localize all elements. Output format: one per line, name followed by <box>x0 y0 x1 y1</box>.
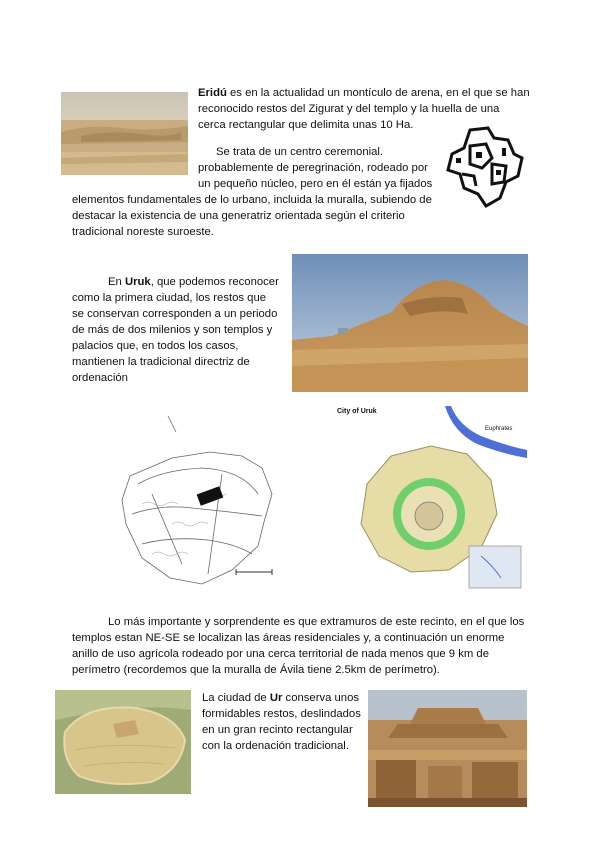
uruk-text: , que podemos reconocer como la primera ciudad, los restos que se conservan corresponden a un periodo de más de dos milenios y son templos y palacios que, en todos los casos, mantienen la tradicional directriz de ordenación <box>72 276 279 384</box>
eridu-p2-line-6: tradicional noreste suroeste. <box>72 226 214 238</box>
eridu-plan-diagram <box>442 124 527 210</box>
uruk-intro: En <box>108 276 125 288</box>
extramuros-paragraph <box>72 614 531 678</box>
eridu-para1-text: es en la actualidad un montículo de arena, en el que se han reconocido restos del Zigurat y del templo y la huella de una cerca rectangular que delimita unas 10 Ha. <box>198 87 530 131</box>
ur-aerial-rendering <box>55 690 191 794</box>
eridu-p2-line-5: destacar la existencia de una generatriz orientada según el criterio <box>72 210 405 222</box>
extramuros-text: Lo más importante y sorprendente es que extramuros de este recinto, en el que los templos estan NE-SE se localizan las áreas residenciales y, a continuación un enorme anillo de uso agrícola rodeado por una cerca territorial de nada menos que 9 km de perímetro (recordemos que la muralla de Ávila tiene 2.5km de perímetro). <box>72 616 525 676</box>
ur-ziggurat-photo <box>368 690 527 807</box>
ur-paragraph <box>202 690 364 754</box>
ur-text: conserva unos formidables restos, deslindados en un gran recinto rectangular con la ordenación tradicional. <box>202 692 361 752</box>
eridu-p2-line-2: probablemente de peregrinación, rodeado por <box>198 162 428 174</box>
uruk-paragraph <box>72 274 280 386</box>
uruk-sketch-map <box>112 404 280 594</box>
uruk-map-title: City of Uruk <box>337 408 377 415</box>
eridu-photo <box>61 92 188 175</box>
eridu-p2-line-4: elementos fundamentales de lo urbano, incluida la muralla, subiendo de <box>72 194 432 206</box>
uruk-photo <box>292 254 528 392</box>
uruk-name: Uruk <box>124 276 151 288</box>
eridu-p2-line-3: un pequeño núcleo, pero en él están ya fijados <box>198 178 433 190</box>
ur-name: Ur <box>269 692 283 704</box>
eridu-p2-line-1: Se trata de un centro ceremonial. <box>216 146 384 158</box>
eridu-name: Eridú <box>198 87 227 99</box>
ur-intro: La ciudad de <box>202 692 270 704</box>
uruk-city-map <box>331 406 527 595</box>
uruk-map-river-label: Euphrates <box>485 426 513 432</box>
